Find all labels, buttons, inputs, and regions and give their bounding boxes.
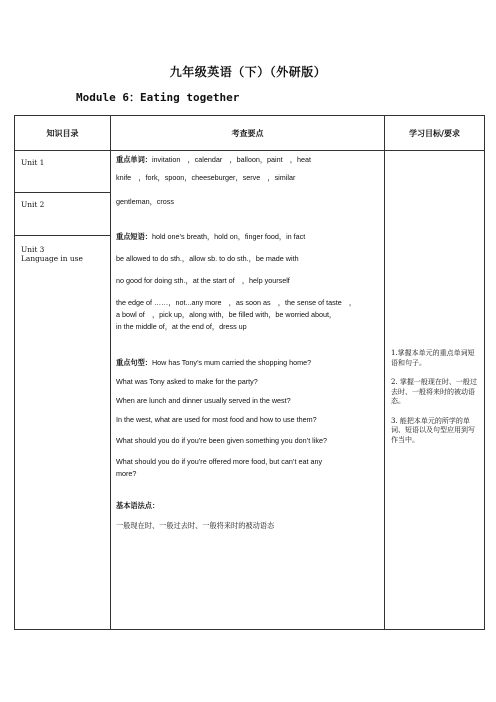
header-key-points: 考查要点 — [111, 116, 385, 151]
words-line-3: gentleman，cross — [116, 197, 174, 206]
unit-2: Unit 2 — [15, 193, 110, 236]
sentences-line-5: What should you do if you’re been given something you don’t like? — [116, 436, 327, 445]
phrases-line-6: in the middle of，at the end of，dress up — [116, 322, 247, 331]
goal-3: 3. 能把本单元的所学的单词、短语以及句型应用到写作当中。 — [391, 416, 475, 444]
words-label: 重点单词： — [116, 155, 152, 164]
phrases-line-3: no good for doing sth.，at the start of ，help yourself — [116, 276, 290, 285]
phrases-label: 重点短语： — [116, 232, 152, 241]
grammar-label: 基本语法点： — [116, 501, 160, 510]
words-line-2: knife ，fork，spoon，cheeseburger，serve ，similar — [116, 173, 296, 182]
phrases-line-1: 重点短语：hold one’s breath，hold on，finger food，in fact — [116, 232, 306, 241]
sentences-line-6: What should you do if you’re offered more food, but can’t eat any — [116, 457, 323, 466]
phrases-line-2: be allowed to do sth.，allow sb. to do sth.，be made with — [116, 254, 299, 263]
goal-1: 1.掌握本单元的重点单词短语和句子。 — [391, 349, 475, 367]
words-line-1: 重点单词：invitation ，calendar ，balloon，paint ，heat — [116, 155, 311, 164]
unit-3-label: Unit 3 — [21, 245, 45, 254]
key-points-cell — [111, 151, 385, 630]
unit-3 — [15, 236, 110, 263]
sentences-line-3: When are lunch and dinner usually served in the west? — [116, 396, 291, 405]
sentences-line-2: What was Tony asked to make for the party? — [116, 377, 258, 386]
units-cell — [15, 151, 111, 630]
header-goals: 学习目标/要求 — [385, 116, 485, 151]
knowledge-table — [14, 115, 485, 630]
phrases-line-4: the edge of ……，not...any more ，as soon as ，the sense of taste ， — [116, 298, 357, 307]
sentences-label: 重点句型： — [116, 358, 152, 367]
module-heading: Module 6：Eating together — [76, 91, 240, 104]
table-row — [15, 151, 485, 630]
goal-2: 2. 掌握一般现在时、一般过去时、一般将来时的被动语态。 — [391, 378, 477, 405]
sentences-line-1: 重点句型：How has Tony’s mum carried the shopping home? — [116, 358, 312, 367]
table-header-row — [15, 116, 485, 151]
phrases-line-5: a bowl of ，pick up，along with，be filled with，be worried about， — [116, 310, 337, 319]
language-in-use-label: Language in use — [21, 254, 83, 263]
grammar-line-1: 一般现在时、一般过去时、一般将来时的被动语态 — [116, 521, 275, 530]
header-catalog: 知识目录 — [15, 116, 111, 151]
unit-1: Unit 1 — [15, 151, 110, 193]
sentences-line-4: In the west, what are used for most food and how to use them? — [116, 415, 317, 424]
sentences-line-7: more? — [116, 469, 137, 478]
document-title: 九年级英语（下）（外研版） — [169, 65, 327, 79]
goals-cell — [385, 151, 485, 630]
